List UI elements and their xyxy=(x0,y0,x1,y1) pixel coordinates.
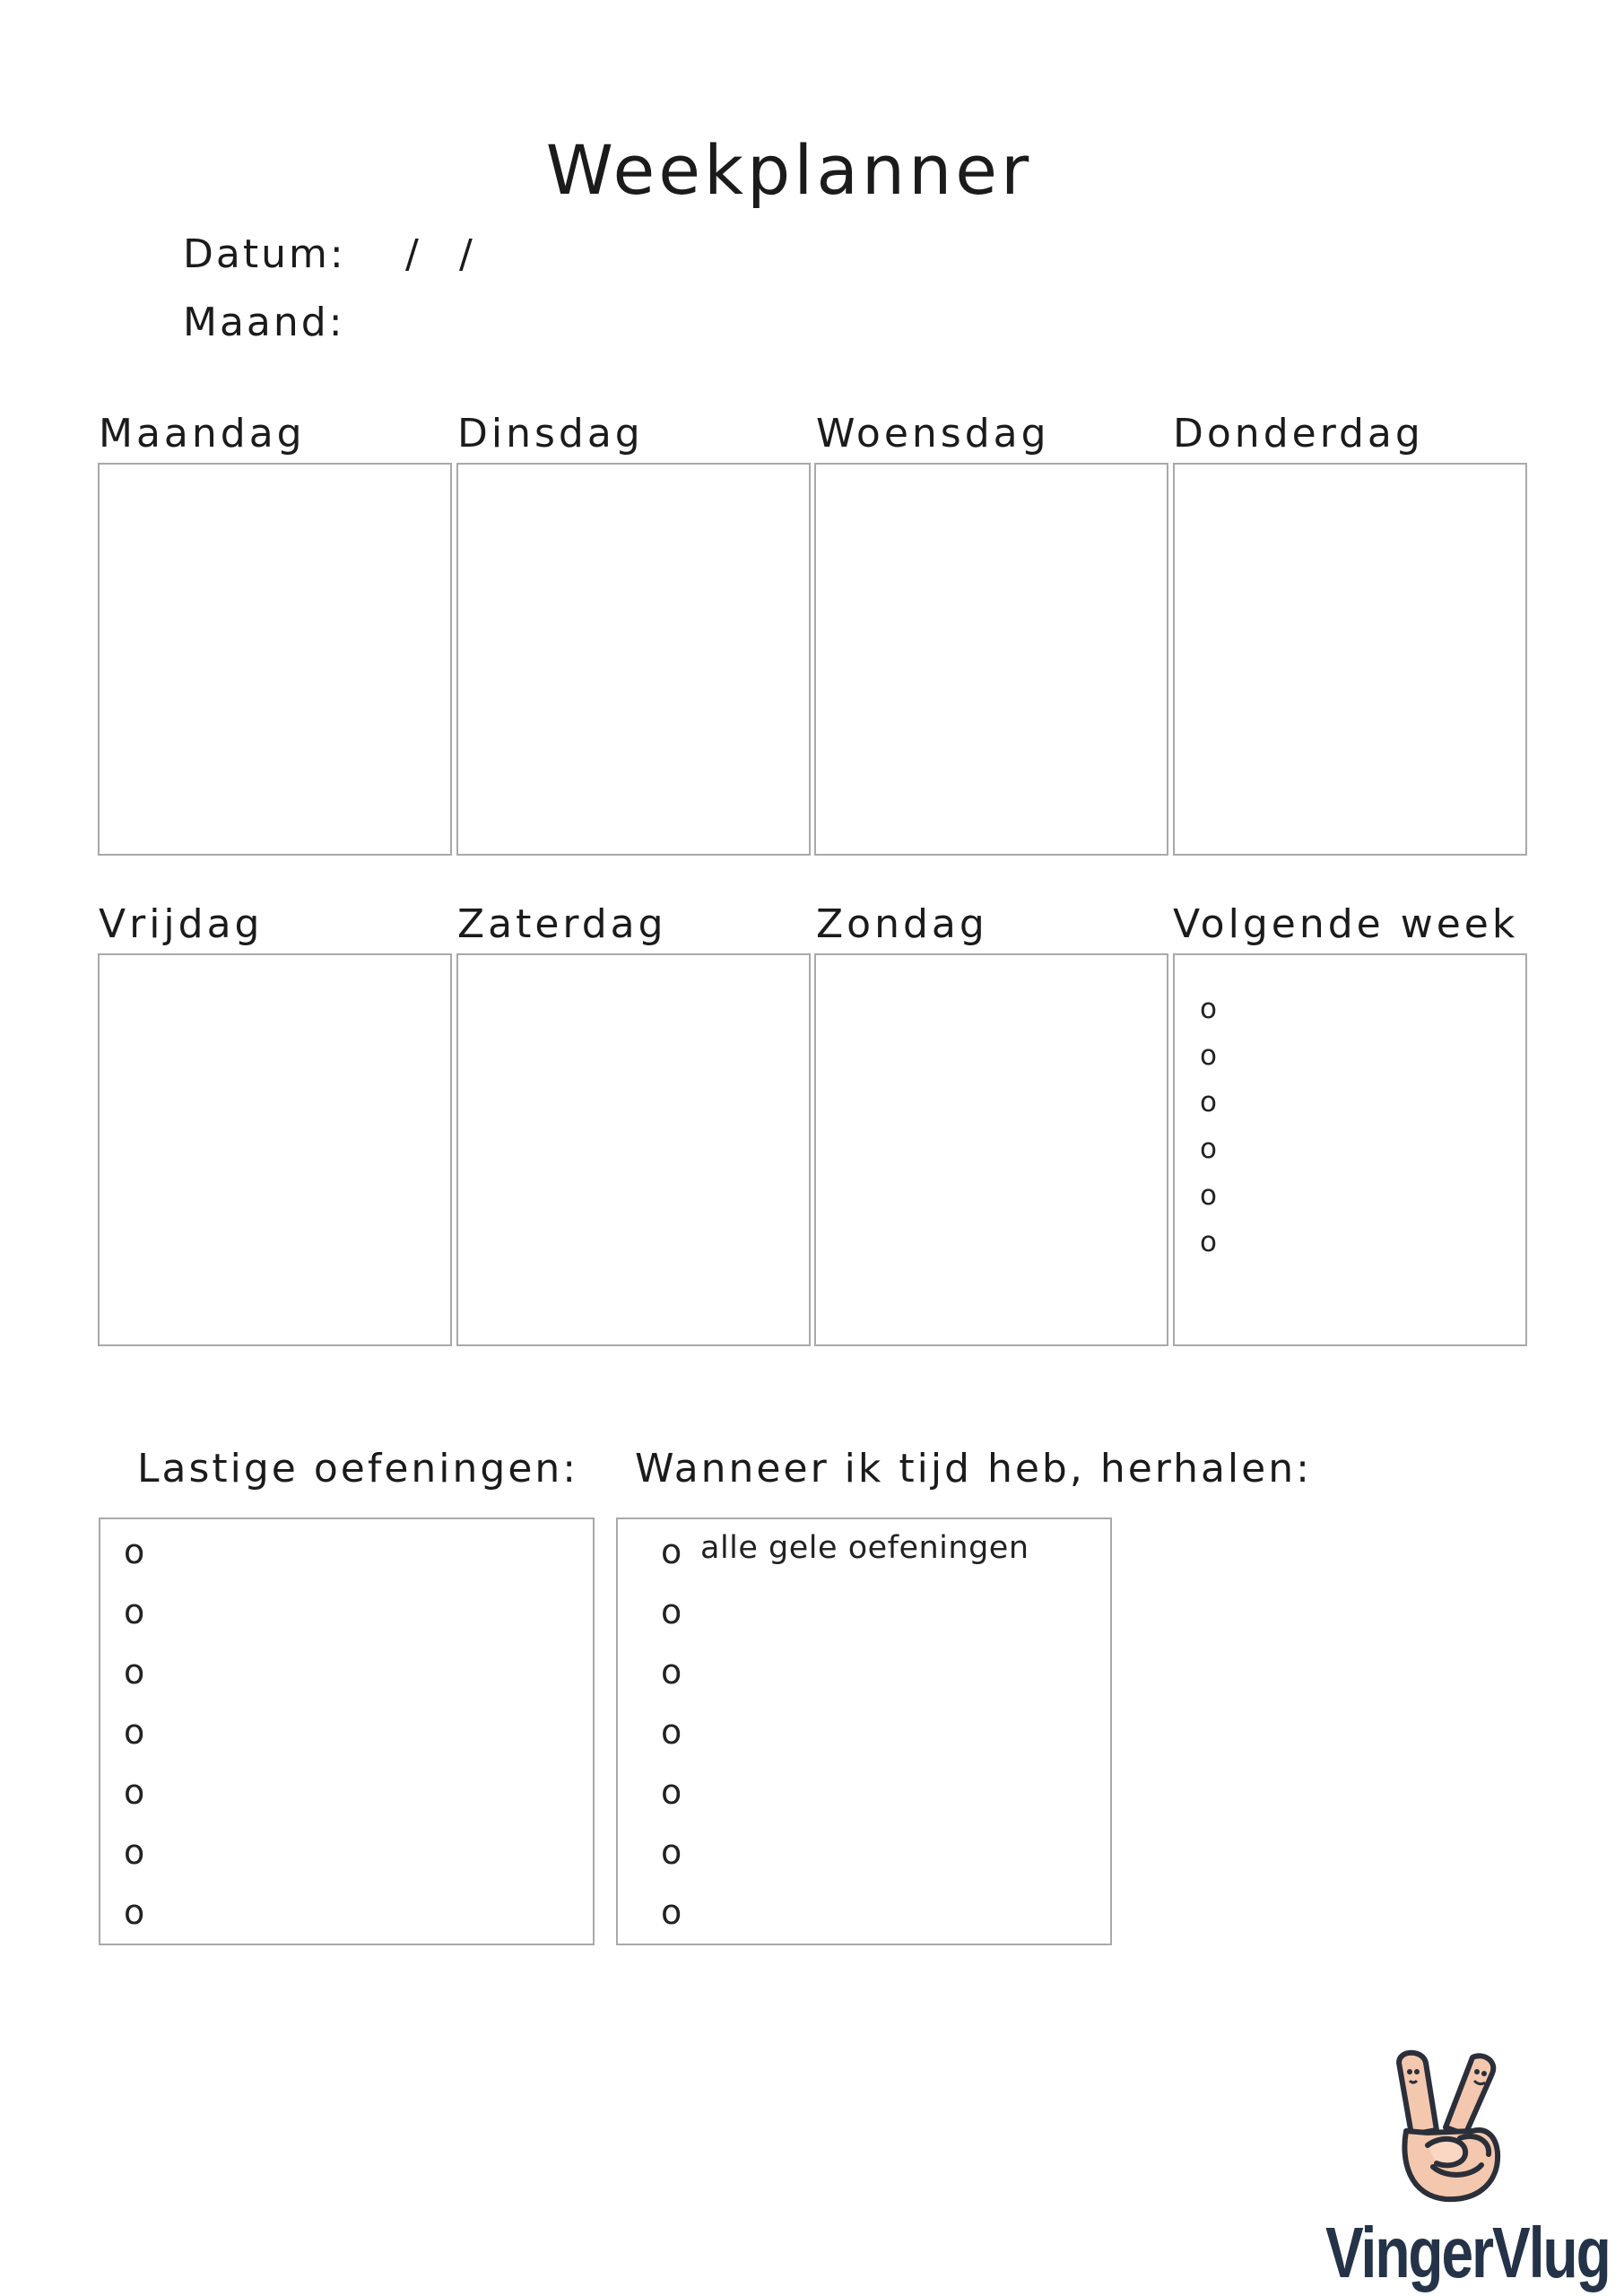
repeat-item-text: alle gele oefeningen xyxy=(700,1530,1029,1566)
difficult-bullet[interactable]: o xyxy=(124,1712,145,1752)
month-label: Maand: xyxy=(183,300,345,345)
difficult-bullet[interactable]: o xyxy=(124,1532,145,1571)
repeat-bullet[interactable]: o xyxy=(661,1712,682,1752)
difficult-bullet[interactable]: o xyxy=(124,1832,145,1872)
day-label-monday: Maandag xyxy=(99,411,306,457)
day-label-next-week: Volgende week xyxy=(1173,901,1519,947)
page-title: Weekplanner xyxy=(545,130,1033,210)
day-box-tuesday[interactable] xyxy=(456,463,811,856)
next-week-bullet[interactable]: o xyxy=(1200,993,1217,1025)
repeat-bullet[interactable]: o xyxy=(661,1652,682,1692)
difficult-bullet[interactable]: o xyxy=(124,1772,145,1812)
repeat-bullet[interactable]: o xyxy=(661,1892,682,1932)
day-box-sunday[interactable] xyxy=(814,953,1168,1346)
day-box-friday[interactable] xyxy=(98,953,452,1346)
repeat-when-time-label: Wanneer ik tijd heb, herhalen: xyxy=(635,1446,1312,1492)
day-label-thursday: Donderdag xyxy=(1173,411,1424,457)
day-label-tuesday: Dinsdag xyxy=(457,411,644,457)
day-box-thursday[interactable] xyxy=(1173,463,1527,856)
next-week-bullet[interactable]: o xyxy=(1200,1133,1217,1165)
repeat-bullet[interactable]: o xyxy=(661,1832,682,1872)
date-separator-2: / xyxy=(459,231,475,277)
next-week-box[interactable] xyxy=(1173,953,1527,1346)
difficult-exercises-label: Lastige oefeningen: xyxy=(137,1446,579,1492)
difficult-bullet[interactable]: o xyxy=(124,1892,145,1932)
day-label-sunday: Zondag xyxy=(816,901,988,947)
repeat-box[interactable] xyxy=(616,1518,1112,1945)
repeat-bullet[interactable]: o xyxy=(661,1532,682,1571)
peace-hand-icon xyxy=(1374,2045,1517,2206)
logo xyxy=(1320,2045,1610,2293)
date-separator-1: / xyxy=(405,231,421,277)
next-week-bullet[interactable]: o xyxy=(1200,1086,1217,1118)
day-box-saturday[interactable] xyxy=(456,953,811,1346)
difficult-exercises-box[interactable] xyxy=(99,1518,595,1945)
day-label-friday: Vrijdag xyxy=(99,901,264,947)
difficult-bullet[interactable]: o xyxy=(124,1652,145,1692)
day-box-monday[interactable] xyxy=(98,463,452,856)
repeat-bullet[interactable]: o xyxy=(661,1772,682,1812)
next-week-bullet[interactable]: o xyxy=(1200,1039,1217,1072)
day-label-wednesday: Woensdag xyxy=(816,411,1050,457)
repeat-bullet[interactable]: o xyxy=(661,1592,682,1631)
next-week-bullet[interactable]: o xyxy=(1200,1226,1217,1258)
next-week-bullet[interactable]: o xyxy=(1200,1179,1217,1212)
difficult-bullet[interactable]: o xyxy=(124,1592,145,1631)
day-box-wednesday[interactable] xyxy=(814,463,1168,856)
logo-text: VingerVlug xyxy=(1325,2212,1610,2293)
date-label: Datum: xyxy=(183,231,346,277)
day-label-saturday: Zaterdag xyxy=(457,901,667,947)
